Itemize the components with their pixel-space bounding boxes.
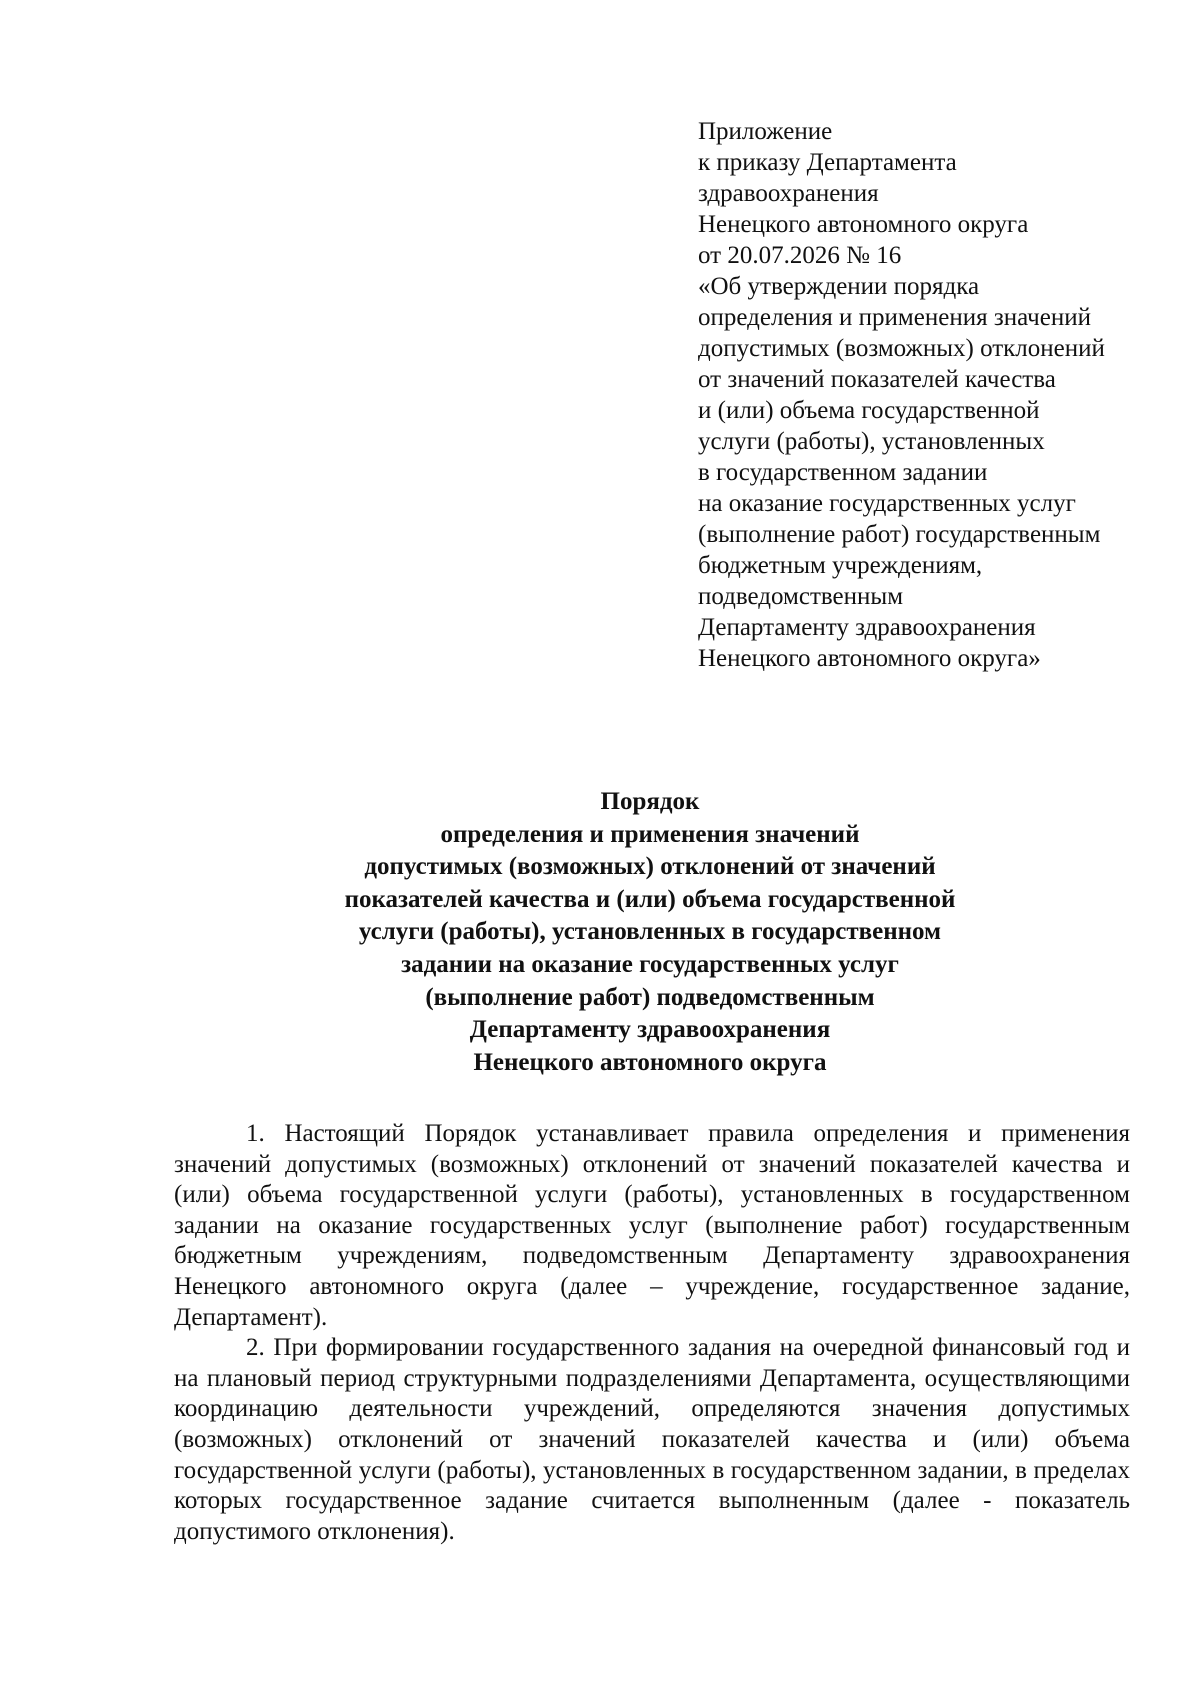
appendix-line: Департаменту здравоохранения bbox=[698, 614, 1036, 641]
appendix-line: на оказание государственных услуг bbox=[698, 490, 1076, 517]
paragraph-1: 1. Настоящий Порядок устанавливает правила определения и применения значений допустимых (возможных) отклонений от значений показателей качества и (или) объема государственной услуги (работы), установленных в государственном задании на оказание государственных услуг (выполнение работ) государственным бюджетным учреждениям, подведомственным Департаменту здравоохранения Ненецкого автономного округа (далее – учреждение, государственное задание, Департамент). bbox=[174, 1120, 1130, 1331]
title-line: определения и применения значений bbox=[440, 820, 860, 848]
title-line: Департаменту здравоохранения bbox=[469, 1016, 831, 1044]
title-line: Порядок bbox=[600, 788, 700, 815]
paragraph-2: 2. При формировании государственного задания на очередной финансовый год и на плановый период структурными подразделениями Департамента, осуществляющими координацию деятельности учреждений, определяются значения допустимых (возможных) отклонений от значений показателей качества и (или) объема государственной услуги (работы), установленных в государственном задании, в пределах которых государственное задание считается выполненным (далее - показатель допустимого отклонения). bbox=[174, 1334, 1130, 1545]
appendix-line: допустимых (возможных) отклонений bbox=[698, 335, 1105, 362]
document-body bbox=[174, 1119, 1130, 1547]
appendix-line: Ненецкого автономного округа» bbox=[698, 645, 1041, 672]
appendix-line: подведомственным bbox=[698, 583, 904, 610]
appendix-line: от 20.07.2026 № 16 bbox=[698, 242, 902, 269]
appendix-line: услуги (работы), установленных bbox=[698, 428, 1045, 455]
title-line: допустимых (возможных) отклонений от значений bbox=[364, 853, 936, 881]
appendix-line: в государственном задании bbox=[698, 459, 988, 486]
appendix-line: определения и применения значений bbox=[698, 304, 1091, 331]
title-line: задании на оказание государственных услуг bbox=[401, 950, 899, 978]
appendix-line: Приложение bbox=[698, 118, 833, 145]
appendix-line: (выполнение работ) государственным bbox=[698, 521, 1101, 548]
appendix-line: и (или) объема государственной bbox=[698, 397, 1040, 424]
appendix-line: бюджетным учреждениям, bbox=[698, 552, 983, 579]
appendix-block bbox=[698, 116, 1168, 674]
appendix-line: здравоохранения bbox=[698, 180, 879, 207]
title-line: (выполнение работ) подведомственным bbox=[425, 983, 875, 1011]
appendix-line: Ненецкого автономного округа bbox=[698, 211, 1029, 238]
document-title bbox=[160, 786, 1140, 1079]
appendix-line: от значений показателей качества bbox=[698, 366, 1056, 393]
appendix-line: к приказу Департамента bbox=[698, 149, 957, 176]
title-line: Ненецкого автономного округа bbox=[473, 1048, 827, 1076]
title-line: показателей качества и (или) объема государственной bbox=[344, 885, 956, 913]
title-line: услуги (работы), установленных в государственном bbox=[358, 918, 942, 946]
appendix-line: «Об утверждении порядка bbox=[698, 273, 980, 300]
